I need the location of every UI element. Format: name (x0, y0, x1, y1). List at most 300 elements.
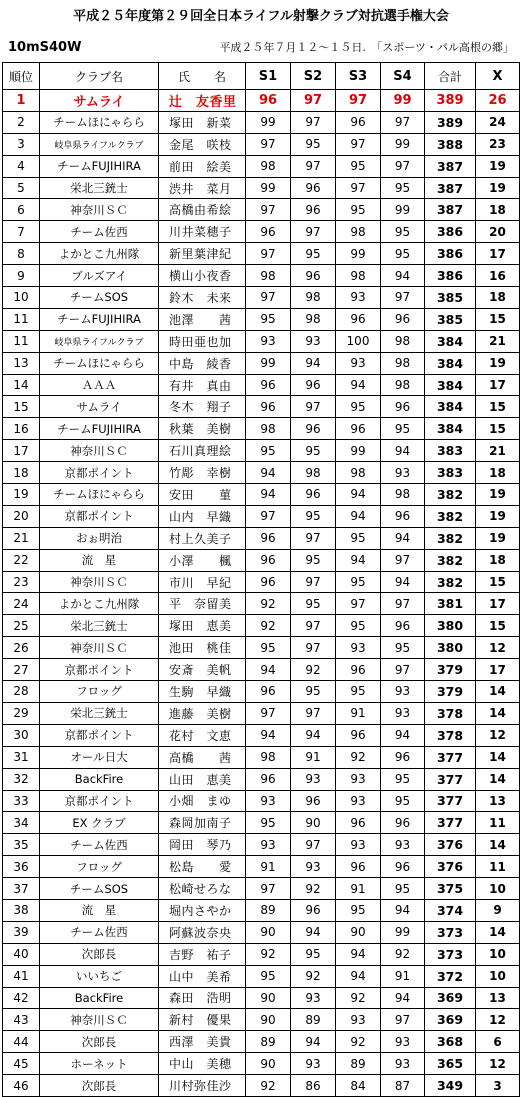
cell-s2: 95 (291, 549, 336, 571)
table-row (3, 768, 520, 790)
header-rank: 順位 (3, 63, 40, 90)
table-row (3, 834, 520, 856)
cell-total: 385 (425, 287, 476, 309)
cell-x: 19 (476, 527, 520, 549)
cell-club: いいちご (40, 965, 159, 987)
cell-total: 382 (425, 527, 476, 549)
cell-x: 6 (476, 1031, 520, 1053)
cell-s2: 95 (291, 440, 336, 462)
cell-x: 16 (476, 265, 520, 287)
cell-total: 365 (425, 1053, 476, 1075)
cell-club: オール日大 (40, 746, 159, 768)
cell-total: 383 (425, 440, 476, 462)
cell-total: 369 (425, 987, 476, 1009)
cell-s4: 96 (381, 856, 425, 878)
cell-s3: 93 (336, 637, 381, 659)
cell-rank: 16 (3, 418, 40, 440)
cell-total: 383 (425, 462, 476, 484)
cell-s4: 94 (381, 527, 425, 549)
cell-s1: 97 (246, 133, 291, 155)
cell-s2: 97 (291, 155, 336, 177)
cell-rank: 40 (3, 943, 40, 965)
cell-s3: 98 (336, 221, 381, 243)
cell-s1: 97 (246, 878, 291, 900)
cell-total: 377 (425, 746, 476, 768)
cell-s3: 95 (336, 155, 381, 177)
cell-total: 387 (425, 199, 476, 221)
cell-club: よかとこ九州隊 (40, 593, 159, 615)
cell-s3: 95 (336, 199, 381, 221)
cell-name: 森岡加南子 (159, 812, 246, 834)
cell-s3: 91 (336, 702, 381, 724)
cell-x: 17 (476, 243, 520, 265)
cell-s4: 95 (381, 177, 425, 199)
cell-x: 11 (476, 856, 520, 878)
cell-club: EX クラブ (40, 812, 159, 834)
cell-rank: 9 (3, 265, 40, 287)
cell-s4: 95 (381, 637, 425, 659)
cell-s4: 97 (381, 111, 425, 133)
cell-total: 388 (425, 133, 476, 155)
cell-name: 松崎せろな (159, 878, 246, 900)
cell-rank: 41 (3, 965, 40, 987)
cell-name: 阿蘇波奈央 (159, 921, 246, 943)
cell-s1: 98 (246, 155, 291, 177)
cell-s3: 95 (336, 527, 381, 549)
cell-s1: 95 (246, 440, 291, 462)
cell-s1: 90 (246, 921, 291, 943)
table-row (3, 724, 520, 746)
cell-s4: 94 (381, 571, 425, 593)
cell-club: BackFire (40, 987, 159, 1009)
cell-s3: 98 (336, 462, 381, 484)
cell-total: 379 (425, 681, 476, 703)
cell-s2: 94 (291, 1031, 336, 1053)
cell-name: 山中 美希 (159, 965, 246, 987)
cell-club: チーム佐西 (40, 834, 159, 856)
table-row (3, 418, 520, 440)
cell-x: 19 (476, 352, 520, 374)
cell-s3: 96 (336, 724, 381, 746)
header-x: X (476, 63, 520, 90)
table-row (3, 505, 520, 527)
cell-s1: 98 (246, 418, 291, 440)
cell-s3: 96 (336, 308, 381, 330)
cell-s2: 96 (291, 418, 336, 440)
cell-rank: 1 (3, 90, 40, 112)
cell-s1: 97 (246, 702, 291, 724)
cell-s3: 94 (336, 484, 381, 506)
cell-s2: 97 (291, 571, 336, 593)
cell-x: 20 (476, 221, 520, 243)
cell-s4: 98 (381, 330, 425, 352)
cell-s4: 97 (381, 287, 425, 309)
cell-total: 377 (425, 768, 476, 790)
cell-name: 鈴木 未来 (159, 287, 246, 309)
cell-x: 19 (476, 155, 520, 177)
cell-x: 12 (476, 637, 520, 659)
cell-rank: 6 (3, 199, 40, 221)
cell-club: よかとこ九州隊 (40, 243, 159, 265)
cell-rank: 33 (3, 790, 40, 812)
cell-rank: 14 (3, 374, 40, 396)
cell-x: 18 (476, 287, 520, 309)
header-s4: S4 (381, 63, 425, 90)
cell-club: 京都ポイント (40, 462, 159, 484)
cell-name: 塚田 恵美 (159, 615, 246, 637)
cell-s4: 95 (381, 768, 425, 790)
cell-s4: 95 (381, 790, 425, 812)
cell-x: 10 (476, 943, 520, 965)
cell-s3: 93 (336, 287, 381, 309)
cell-name: 池澤 茜 (159, 308, 246, 330)
cell-x: 18 (476, 549, 520, 571)
cell-s4: 98 (381, 374, 425, 396)
cell-rank: 27 (3, 659, 40, 681)
cell-s2: 94 (291, 724, 336, 746)
cell-name: 小澤 楓 (159, 549, 246, 571)
cell-name: 中山 美穂 (159, 1053, 246, 1075)
cell-total: 382 (425, 571, 476, 593)
cell-s1: 99 (246, 177, 291, 199)
cell-s1: 95 (246, 308, 291, 330)
cell-total: 384 (425, 352, 476, 374)
cell-name: 岡田 琴乃 (159, 834, 246, 856)
cell-total: 389 (425, 111, 476, 133)
table-row (3, 921, 520, 943)
cell-x: 14 (476, 681, 520, 703)
cell-s1: 96 (246, 681, 291, 703)
cell-x: 19 (476, 177, 520, 199)
cell-s2: 97 (291, 527, 336, 549)
cell-s3: 94 (336, 374, 381, 396)
cell-x: 19 (476, 484, 520, 506)
table-row (3, 702, 520, 724)
cell-x: 12 (476, 1009, 520, 1031)
table-row (3, 790, 520, 812)
cell-s1: 96 (246, 221, 291, 243)
cell-s2: 92 (291, 965, 336, 987)
table-row (3, 330, 520, 352)
cell-s4: 93 (381, 462, 425, 484)
cell-s4: 95 (381, 221, 425, 243)
cell-club: チームFUJIHIRA (40, 155, 159, 177)
cell-s2: 98 (291, 462, 336, 484)
cell-club: BackFire (40, 768, 159, 790)
cell-s1: 93 (246, 330, 291, 352)
cell-club: チームほにゃらら (40, 352, 159, 374)
cell-club: 栄北三銃士 (40, 702, 159, 724)
table-row (3, 484, 520, 506)
table-row (3, 615, 520, 637)
cell-total: 373 (425, 921, 476, 943)
table-row (3, 1075, 520, 1097)
cell-total: 384 (425, 418, 476, 440)
cell-s3: 95 (336, 615, 381, 637)
cell-s3: 96 (336, 111, 381, 133)
cell-s1: 93 (246, 790, 291, 812)
cell-total: 380 (425, 615, 476, 637)
cell-rank: 44 (3, 1031, 40, 1053)
cell-s2: 92 (291, 659, 336, 681)
cell-total: 377 (425, 812, 476, 834)
event-name: 10mS40W (8, 40, 82, 55)
cell-club: 京都ポイント (40, 790, 159, 812)
table-row (3, 308, 520, 330)
cell-s2: 92 (291, 878, 336, 900)
cell-total: 384 (425, 374, 476, 396)
cell-x: 15 (476, 615, 520, 637)
cell-s2: 96 (291, 177, 336, 199)
cell-s1: 95 (246, 965, 291, 987)
cell-x: 21 (476, 440, 520, 462)
cell-s2: 96 (291, 374, 336, 396)
cell-x: 15 (476, 308, 520, 330)
table-row (3, 462, 520, 484)
cell-s3: 97 (336, 90, 381, 112)
document-title: 平成２５年度第２９回全日本ライフル射撃クラブ対抗選手権大会 (73, 9, 449, 24)
cell-s2: 95 (291, 243, 336, 265)
cell-name: 西澤 美貴 (159, 1031, 246, 1053)
cell-s4: 96 (381, 812, 425, 834)
cell-total: 387 (425, 177, 476, 199)
cell-club: 神奈川ＳＣ (40, 1009, 159, 1031)
cell-s1: 98 (246, 265, 291, 287)
cell-total: 384 (425, 330, 476, 352)
cell-s4: 99 (381, 90, 425, 112)
cell-total: 379 (425, 659, 476, 681)
table-row (3, 440, 520, 462)
cell-rank: 5 (3, 177, 40, 199)
cell-s4: 96 (381, 505, 425, 527)
cell-s1: 96 (246, 374, 291, 396)
cell-club: フロッグ (40, 856, 159, 878)
cell-name: 川村弥佳沙 (159, 1075, 246, 1097)
cell-s2: 97 (291, 637, 336, 659)
cell-club: 神奈川ＳＣ (40, 571, 159, 593)
cell-s3: 96 (336, 659, 381, 681)
cell-total: 385 (425, 308, 476, 330)
cell-s4: 95 (381, 878, 425, 900)
cell-club: チーム佐西 (40, 921, 159, 943)
cell-name: 時田亜也加 (159, 330, 246, 352)
cell-name: 横山小夜香 (159, 265, 246, 287)
cell-club: 栄北三銃士 (40, 615, 159, 637)
cell-rank: 30 (3, 724, 40, 746)
cell-s4: 93 (381, 1053, 425, 1075)
table-row (3, 637, 520, 659)
cell-s4: 97 (381, 659, 425, 681)
table-row (3, 90, 520, 112)
cell-s2: 90 (291, 812, 336, 834)
cell-name: 平 奈留美 (159, 593, 246, 615)
table-row (3, 133, 520, 155)
table-row (3, 199, 520, 221)
cell-total: 386 (425, 221, 476, 243)
cell-s4: 98 (381, 484, 425, 506)
header-name: 氏 名 (159, 63, 246, 90)
cell-s2: 96 (291, 790, 336, 812)
cell-s1: 90 (246, 987, 291, 1009)
cell-name: 有井 真由 (159, 374, 246, 396)
cell-name: 松島 愛 (159, 856, 246, 878)
cell-total: 375 (425, 878, 476, 900)
cell-name: 吉野 祐子 (159, 943, 246, 965)
cell-s3: 99 (336, 440, 381, 462)
table-row (3, 571, 520, 593)
cell-name: 石川真理絵 (159, 440, 246, 462)
cell-s4: 97 (381, 593, 425, 615)
cell-s1: 96 (246, 571, 291, 593)
cell-s2: 93 (291, 856, 336, 878)
cell-name: 花村 文恵 (159, 724, 246, 746)
cell-s3: 95 (336, 899, 381, 921)
cell-club: 栄北三銃士 (40, 177, 159, 199)
cell-rank: 2 (3, 111, 40, 133)
cell-name: 高橋由希絵 (159, 199, 246, 221)
cell-name: 高橋 茜 (159, 746, 246, 768)
table-row (3, 549, 520, 571)
cell-s3: 98 (336, 265, 381, 287)
cell-x: 13 (476, 987, 520, 1009)
cell-total: 374 (425, 899, 476, 921)
cell-s3: 93 (336, 1009, 381, 1031)
cell-club: 岐阜県ライフルクラブ (40, 133, 159, 155)
cell-s3: 90 (336, 921, 381, 943)
cell-s4: 93 (381, 1031, 425, 1053)
cell-s3: 96 (336, 856, 381, 878)
header-row (3, 63, 520, 90)
cell-rank: 24 (3, 593, 40, 615)
cell-x: 19 (476, 505, 520, 527)
cell-s3: 93 (336, 768, 381, 790)
cell-name: 冬木 翔子 (159, 396, 246, 418)
cell-rank: 8 (3, 243, 40, 265)
table-row (3, 965, 520, 987)
cell-total: 378 (425, 724, 476, 746)
cell-s2: 97 (291, 834, 336, 856)
table-row (3, 878, 520, 900)
cell-club: 次郎長 (40, 1075, 159, 1097)
cell-s2: 97 (291, 90, 336, 112)
cell-s2: 97 (291, 221, 336, 243)
cell-club: サムライ (40, 90, 159, 112)
table-row (3, 527, 520, 549)
cell-name: 池田 桃佳 (159, 637, 246, 659)
cell-rank: 13 (3, 352, 40, 374)
table-row (3, 681, 520, 703)
cell-x: 12 (476, 724, 520, 746)
cell-club: ブルズアイ (40, 265, 159, 287)
cell-rank: 36 (3, 856, 40, 878)
cell-s2: 86 (291, 1075, 336, 1097)
cell-s1: 97 (246, 243, 291, 265)
cell-s4: 96 (381, 308, 425, 330)
cell-s1: 89 (246, 899, 291, 921)
cell-x: 14 (476, 921, 520, 943)
cell-rank: 26 (3, 637, 40, 659)
cell-s2: 98 (291, 308, 336, 330)
cell-s2: 97 (291, 615, 336, 637)
cell-rank: 32 (3, 768, 40, 790)
cell-x: 10 (476, 878, 520, 900)
cell-s4: 96 (381, 746, 425, 768)
cell-rank: 25 (3, 615, 40, 637)
cell-club: チームSOS (40, 878, 159, 900)
cell-x: 24 (476, 111, 520, 133)
cell-s1: 94 (246, 724, 291, 746)
cell-x: 10 (476, 965, 520, 987)
cell-total: 382 (425, 484, 476, 506)
cell-x: 26 (476, 90, 520, 112)
cell-s4: 93 (381, 681, 425, 703)
cell-s2: 96 (291, 899, 336, 921)
cell-s3: 97 (336, 593, 381, 615)
header-club: クラブ名 (40, 63, 159, 90)
cell-name: 市川 早紀 (159, 571, 246, 593)
cell-rank: 22 (3, 549, 40, 571)
cell-name: 村上久美子 (159, 527, 246, 549)
cell-s1: 93 (246, 834, 291, 856)
cell-club: ＡＡＡ (40, 374, 159, 396)
cell-club: 次郎長 (40, 1031, 159, 1053)
cell-s3: 93 (336, 790, 381, 812)
cell-rank: 37 (3, 878, 40, 900)
cell-x: 11 (476, 812, 520, 834)
cell-s2: 97 (291, 702, 336, 724)
cell-s2: 94 (291, 352, 336, 374)
cell-s4: 92 (381, 943, 425, 965)
cell-total: 376 (425, 834, 476, 856)
cell-club: 流 星 (40, 899, 159, 921)
results-table (2, 62, 520, 1097)
cell-s1: 96 (246, 90, 291, 112)
cell-s3: 92 (336, 987, 381, 1009)
cell-rank: 21 (3, 527, 40, 549)
cell-rank: 34 (3, 812, 40, 834)
cell-s1: 96 (246, 396, 291, 418)
cell-name: 前田 絵美 (159, 155, 246, 177)
cell-s4: 91 (381, 965, 425, 987)
cell-s1: 97 (246, 505, 291, 527)
cell-name: 渋井 菜月 (159, 177, 246, 199)
cell-x: 17 (476, 659, 520, 681)
cell-s2: 93 (291, 330, 336, 352)
cell-s3: 95 (336, 681, 381, 703)
table-row (3, 659, 520, 681)
table-row (3, 265, 520, 287)
cell-s4: 94 (381, 265, 425, 287)
cell-s4: 93 (381, 834, 425, 856)
cell-s1: 98 (246, 746, 291, 768)
cell-x: 17 (476, 374, 520, 396)
cell-s1: 92 (246, 1075, 291, 1097)
cell-name: 進藤 美樹 (159, 702, 246, 724)
cell-s4: 95 (381, 418, 425, 440)
cell-club: チームSOS (40, 287, 159, 309)
cell-rank: 3 (3, 133, 40, 155)
cell-s1: 91 (246, 856, 291, 878)
cell-total: 373 (425, 943, 476, 965)
cell-s3: 92 (336, 746, 381, 768)
table-row (3, 856, 520, 878)
cell-name: 安斎 美帆 (159, 659, 246, 681)
event-dates-venue: 平成２５年７月１２～１５日. 「スポーツ・パル高根の郷」 (219, 41, 514, 54)
cell-total: 368 (425, 1031, 476, 1053)
cell-s1: 97 (246, 287, 291, 309)
cell-x: 13 (476, 790, 520, 812)
cell-rank: 7 (3, 221, 40, 243)
